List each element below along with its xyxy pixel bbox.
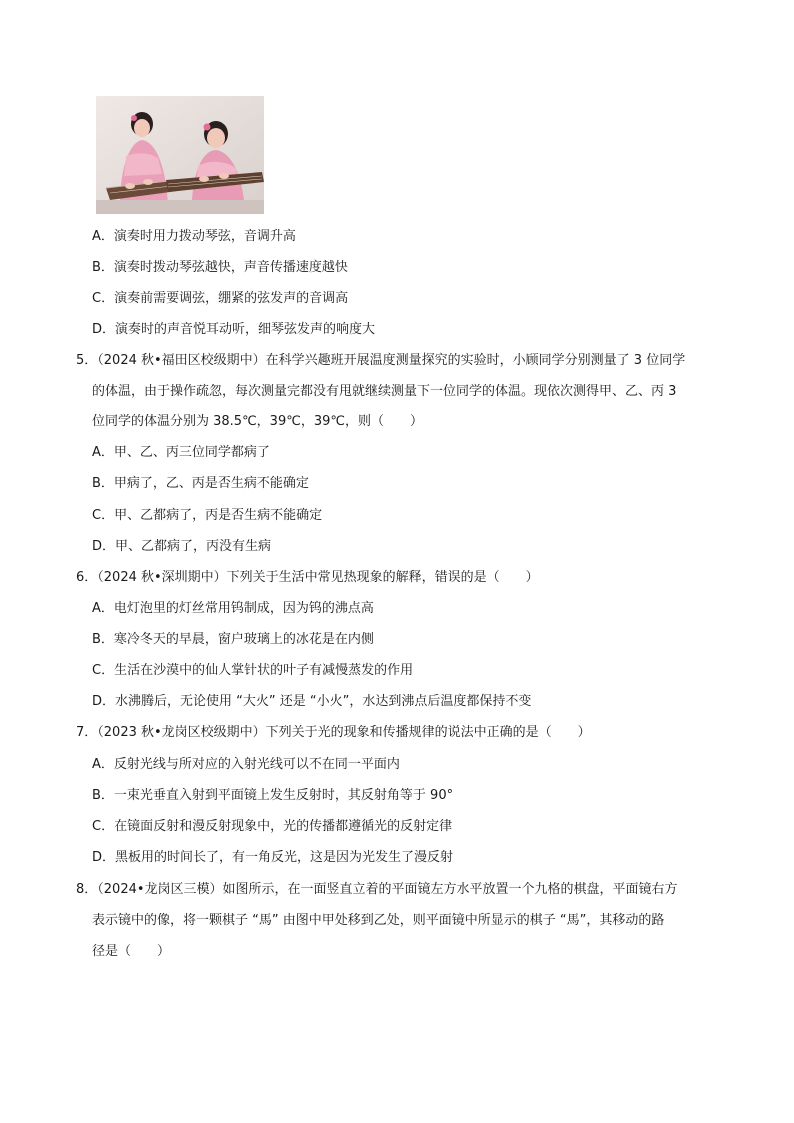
q7-option-b: B．一束光垂直入射到平面镜上发生反射时，其反射角等于 90° xyxy=(92,788,454,803)
q7-number: 7． xyxy=(76,725,98,740)
q6-stem-text-1: 下列关于生活中常见热现象的解释，错误的是（ ） xyxy=(226,570,539,585)
q8-stem-text-1: 如图所示，在一面竖直立着的平面镜左方水平放置一个九格的棋盘，平面镜右方 xyxy=(222,882,678,897)
q5-stem-line-3: 位同学的体温分别为 38.5℃，39℃，39℃，则（ ） xyxy=(92,414,423,429)
q5-stem-text-1: 在科学兴趣班开展温度测量探究的实验时，小顾同学分别测量了 3 位同学 xyxy=(265,353,686,368)
q5-option-b: B．甲病了，乙、丙是否生病不能确定 xyxy=(92,476,309,491)
q7-stem-line-1 xyxy=(76,725,716,741)
q4-option-a: A．演奏时用力拨动琴弦，音调升高 xyxy=(92,229,296,244)
q6-source: （2024 秋•深圳期中） xyxy=(97,570,227,585)
q6-option-a: A．电灯泡里的灯丝常用钨制成，因为钨的沸点高 xyxy=(92,601,374,616)
q5-stem-line-1 xyxy=(76,353,716,369)
q6-number: 6． xyxy=(76,570,98,585)
q7-option-c: C．在镜面反射和漫反射现象中，光的传播都遵循光的反射定律 xyxy=(92,819,453,834)
q5-option-d: D．甲、乙都病了，丙没有生病 xyxy=(92,539,272,554)
q6-stem-line-1 xyxy=(76,570,716,586)
q4-option-c: C．演奏前需要调弦，绷紧的弦发声的音调高 xyxy=(92,291,349,306)
guzheng-performers-photo xyxy=(96,96,264,214)
q6-option-d: D．水沸腾后，无论使用 “大火” 还是 “小火”，水达到沸点后温度都保持不变 xyxy=(92,694,532,709)
q6-option-c: C．生活在沙漠中的仙人掌针状的叶子有减慢蒸发的作用 xyxy=(92,663,414,678)
q5-option-c: C．甲、乙都病了，丙是否生病不能确定 xyxy=(92,508,323,523)
q7-option-a: A．反射光线与所对应的入射光线可以不在同一平面内 xyxy=(92,757,400,772)
q8-stem-line-2: 表示镜中的像，将一颗棋子 “馬” 由图中甲处移到乙处，则平面镜中所显示的棋子 “馬”，其移动的路 xyxy=(92,913,665,928)
q5-option-a: A．甲、乙、丙三位同学都病了 xyxy=(92,445,270,460)
q7-stem-text-1: 下列关于光的现象和传播规律的说法中正确的是（ ） xyxy=(265,725,591,740)
q4-option-d: D．演奏时的声音悦耳动听，细琴弦发声的响度大 xyxy=(92,322,376,337)
q5-source: （2024 秋•福田区校级期中） xyxy=(97,353,266,368)
q6-option-b: B．寒冷冬天的早晨，窗户玻璃上的冰花是在内侧 xyxy=(92,632,374,647)
q7-source: （2023 秋•龙岗区校级期中） xyxy=(97,725,266,740)
q4-option-b: B．演奏时拨动琴弦越快，声音传播速度越快 xyxy=(92,260,348,275)
q5-number: 5． xyxy=(76,353,98,368)
q8-stem-line-3: 径是（ ） xyxy=(92,944,171,959)
q8-stem-line-1 xyxy=(76,882,716,898)
q8-source: （2024•龙岗区三模） xyxy=(97,882,223,897)
q5-stem-line-2: 的体温，由于操作疏忽，每次测量完都没有甩就继续测量下一位同学的体温。现依次测得甲、乙、丙 3 xyxy=(92,384,677,399)
q8-number: 8． xyxy=(76,882,98,897)
q7-option-d: D．黑板用的时间长了，有一角反光，这是因为光发生了漫反射 xyxy=(92,850,454,865)
